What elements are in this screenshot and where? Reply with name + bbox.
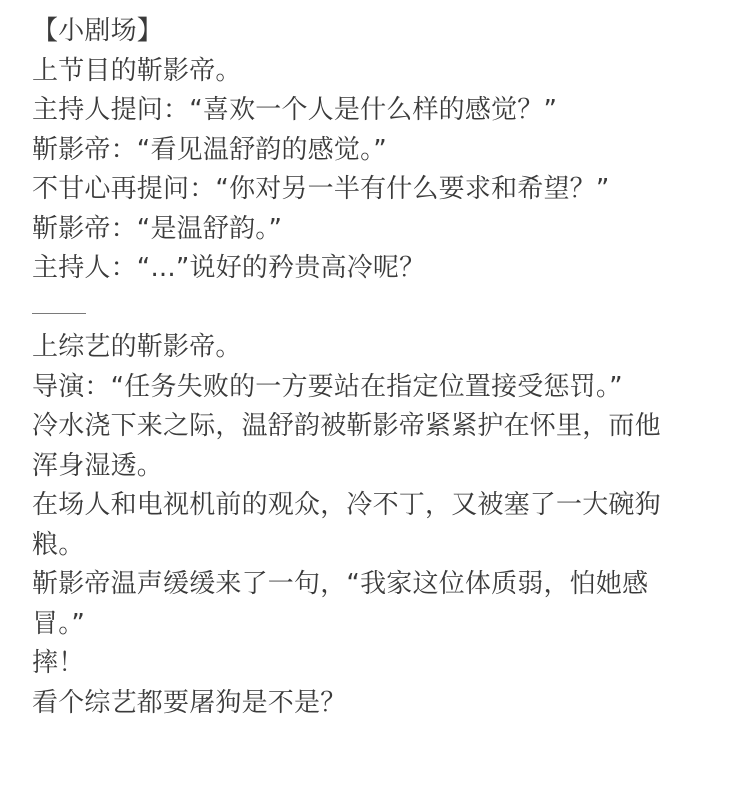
text-line: 看个综艺都要屠狗是不是？	[32, 687, 347, 718]
text-line: 不甘心再提问：“你对另一半有什么要求和希望？”	[32, 174, 610, 204]
text-line: 主持人：“...”说好的矜贵高冷呢？	[32, 253, 426, 283]
text-line: 靳影帝温声缓缓来了一句，“我家这位体质弱，怕她感	[32, 569, 649, 599]
text-line: 浑身湿透。	[32, 450, 164, 481]
text-line: 冒。”	[32, 608, 86, 639]
text-line: 粮。	[32, 529, 85, 560]
text-line: 靳影帝：“看见温舒韵的感觉。”	[32, 134, 387, 165]
text-line: 冷水浇下来之际，温舒韵被靳影帝紧紧护在怀里，而他	[32, 411, 661, 441]
text-line: 上综艺的靳影帝。	[32, 332, 242, 362]
text-line: 摔！	[32, 648, 85, 678]
section-heading: 【小剧场】	[32, 16, 164, 46]
section-divider	[32, 289, 732, 329]
text-line: 靳影帝：“是温舒韵。”	[32, 213, 283, 244]
document-body	[32, 12, 732, 723]
text-line: 上节目的靳影帝。	[32, 55, 242, 86]
divider-line	[32, 313, 86, 314]
text-line: 主持人提问：“喜欢一个人是什么样的感觉？”	[32, 95, 558, 125]
text-line: 在场人和电视机前的观众，冷不丁，又被塞了一大碗狗	[32, 490, 661, 520]
text-line: 导演：“任务失败的一方要站在指定位置接受惩罚。”	[32, 371, 623, 402]
